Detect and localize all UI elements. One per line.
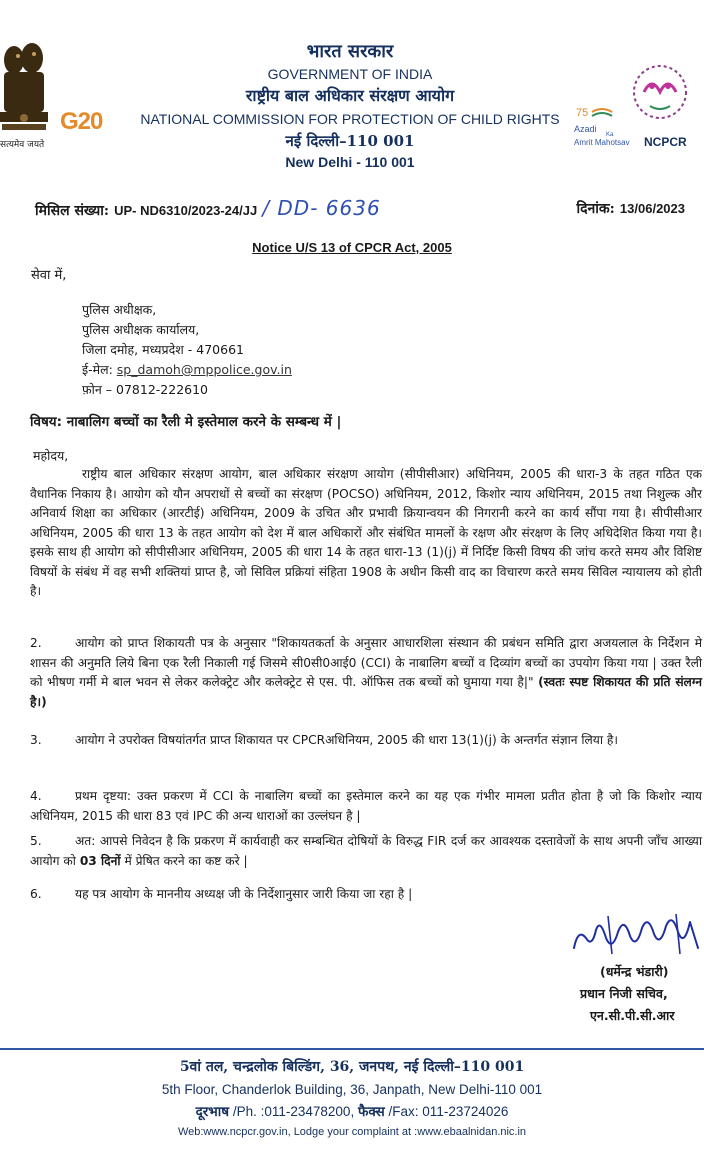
emblem-icon [0,42,50,150]
header-city-hindi: नई दिल्ली–110 001 [285,132,415,150]
footer-fax-hindi: फैक्स [357,1104,385,1120]
reference-handwritten: / DD- 6636 [262,196,381,220]
paragraph-4 [30,787,702,826]
ncpcr-logo-text: NCPCR [644,135,687,149]
header-org-hindi: राष्ट्रीय बाल अधिकार संरक्षण आयोग [245,86,455,105]
paragraph-6-text: यह पत्र आयोग के माननीय अध्यक्ष जी के निर्देशानुसार जारी किया जा रहा है | [75,887,413,901]
amrit-mahotsav-text: Amrit Mahotsav [574,138,630,147]
paragraph-2 [30,634,702,712]
footer-address-hindi: 5वां तल, चन्द्रलोक बिल्डिंग, 36, जनपथ, नई दिल्ली–110 001 [179,1059,525,1075]
signatory-designation: प्रधान निजी सचिव, [580,986,668,1001]
notice-title: Notice U/S 13 of CPCR Act, 2005 [252,240,452,255]
footer-divider [0,1048,704,1050]
footer-contact [0,1101,704,1123]
paragraph-3 [30,731,702,751]
g20-logo-icon [60,108,126,148]
paragraph-2-text: आयोग को प्राप्त शिकायती पत्र के अनुसार "शिकायतकर्ता के अनुसार आधारशिला संस्थान की प्रबंधन समिति द्वारा अजयलाल के निर्देशन मे शासन की अनुमति लिये बिना एक रैली निकाली गई जिसमे सी0सी0आई0 (CCI) के नाबालिग बच्चों व दिव्यांग बच्चों का उपयोग किया गया | उक्त रैली को भीषण गर्मी मे बाल भवन से लेकर कलेक्ट्रेट और कलेक्ट्रेट से एस. पी. ऑफिस तक बच्चों को घुमाया गया है|" [30,636,702,689]
header-city-english: New Delhi - 110 001 [285,154,415,170]
footer [0,1055,704,1141]
header-title-hindi: भारत सरकार [306,41,394,62]
paragraph-5-text-end: में प्रेषित करने का कष्ट करे | [124,853,248,868]
svg-text:75: 75 [576,107,589,119]
address-line: पुलिस अधीक्षक, [82,302,157,317]
reference-label: मिसिल संख्या: [35,203,110,219]
footer-web[interactable]: Web:www.ncpcr.gov.in, Lodge your complaint at :www.ebaalnidan.nic.in [177,1126,527,1138]
emblem-motto: सत्यमेव जयते [0,140,45,150]
salutation: महोदय, [33,448,69,463]
header-title-english: GOVERNMENT OF INDIA [267,66,433,82]
paragraph-number: 5. [30,834,42,848]
g20-logo-text: G20 [60,108,103,135]
phone-line: फ़ोन – 07812-222610 [82,382,209,397]
paragraph-5 [30,832,702,871]
paragraph-4-text: प्रथम दृष्टया: उक्त प्रकरण में CCI के नाबालिग बच्चों का इस्तेमाल करने का यह एक गंभीर मामला प्रतीत होता है जो कि किशोर न्याय अधिनियम, 2015 की धारा 83 एवं IPC की अन्य धाराओं का उल्लंघन है | [30,789,702,823]
paragraph-number: 3. [30,733,42,747]
footer-address-english: 5th Floor, Chanderlok Building, 36, Janpath, New Delhi-110 001 [161,1082,543,1097]
date-block [576,198,685,218]
date-label: दिनांक: [576,201,615,217]
paragraph-5-text: अत: आपसे निवेदन है कि प्रकरण में कार्यवाही कर सम्बन्धित दोषियों के विरुद्ध FIR दर्ज कर आवश्यक दस्तावेजों के साथ अपनी जाँच आख्या आयोग को [30,834,702,868]
to-line: सेवा में, [31,268,67,283]
address-line: पुलिस अधीक्षक कार्यालय, [82,322,200,337]
azadi-text: Azadi [574,124,597,134]
subject-line: विषय: नाबालिग बच्चों का रैली मे इस्तेमाल करने के सम्बन्ध में | [30,414,342,430]
signature-icon [568,908,704,960]
paragraph-number: 6. [30,887,42,901]
date-value: 13/06/2023 [619,201,685,216]
footer-phone-hindi: दूरभाष [195,1104,230,1120]
email-link[interactable]: sp_damoh@mppolice.gov.in [116,362,292,377]
address-line: जिला दमोह, मध्यप्रदेश - 470661 [82,342,244,357]
paragraph-number: 4. [30,789,42,803]
letterhead [130,40,570,172]
reference-row [35,196,695,220]
header-org-english: NATIONAL COMMISSION FOR PROTECTION OF CHILD RIGHTS [140,111,560,127]
paragraph-2-bold: (स्वतः स्पष्ट शिकायत की प्रति संलग्न है।) [30,675,703,709]
footer-fax: /Fax: 011-23724026 [388,1104,509,1119]
azadi-ka-text: Ka [606,132,614,138]
reference-number: UP- ND6310/2023-24/JJ [114,203,258,218]
footer-phone: /Ph. :011-23478200, [232,1104,355,1119]
paragraph-1 [30,465,702,602]
paragraph-3-text: आयोग ने उपरोक्त विषयांतर्गत प्राप्त शिकायत पर CPCRअधिनियम, 2005 की धारा 13(1)(j) के अन्तर्गत संज्ञान लिया है। [75,733,618,747]
email-line [82,360,292,380]
ncpcr-logo-icon [622,48,704,150]
signatory-name: (धर्मेन्द्र भंडारी) [600,964,669,979]
paragraph-1-text: राष्ट्रीय बाल अधिकार संरक्षण आयोग, बाल अधिकार संरक्षण आयोग (सीपीसीआर) अधिनियम, 2005 की धारा-3 के तहत गठित एक वैधानिक निकाय है। आयोग को यौन अपराधों से बच्चों का संरक्षण (POCSO) अधिनियम, 2012, किशोर न्याय अधिनियम, 2015 तथा निशुल्क और अनिवार्य शिक्षा का अधिकार (आरटीई) अधिनियम, 2009 के उचित और प्रभावी क्रियान्वयन की निगरानी करने का कार्य सौंपा गया है। सीपीसीआर अधिनियम, 2005 की धारा 13 के तहत आयोग को देश में बाल अधिकारों और संबंधित मामलों के रक्षण और संरक्षण के लिए अधिदेशित किया गया है। इसके साथ ही आयोग को सीपीसीआर अधिनियम, 2005 की धारा 14 के तहत धारा-13 (1)(j) में निर्दिष्ट किसी विषय की जांच करते समय और विशिष्ट विषयों के संबंध में वह सभी शक्तियां प्राप्त है, जो सिविल प्रक्रियां संहिता 1908 के अधीन किसी वाद का विचारण करते समय सिविल न्यायालय को होती है। [30,467,702,598]
paragraph-5-bold: 03 दिनों [79,853,121,868]
paragraph-number: 2. [30,636,42,650]
recipient-address [82,300,292,400]
email-label: ई-मेल: [82,362,113,377]
signatory-org: एन.सी.पी.सी.आर [590,1008,675,1023]
paragraph-6 [30,885,702,905]
